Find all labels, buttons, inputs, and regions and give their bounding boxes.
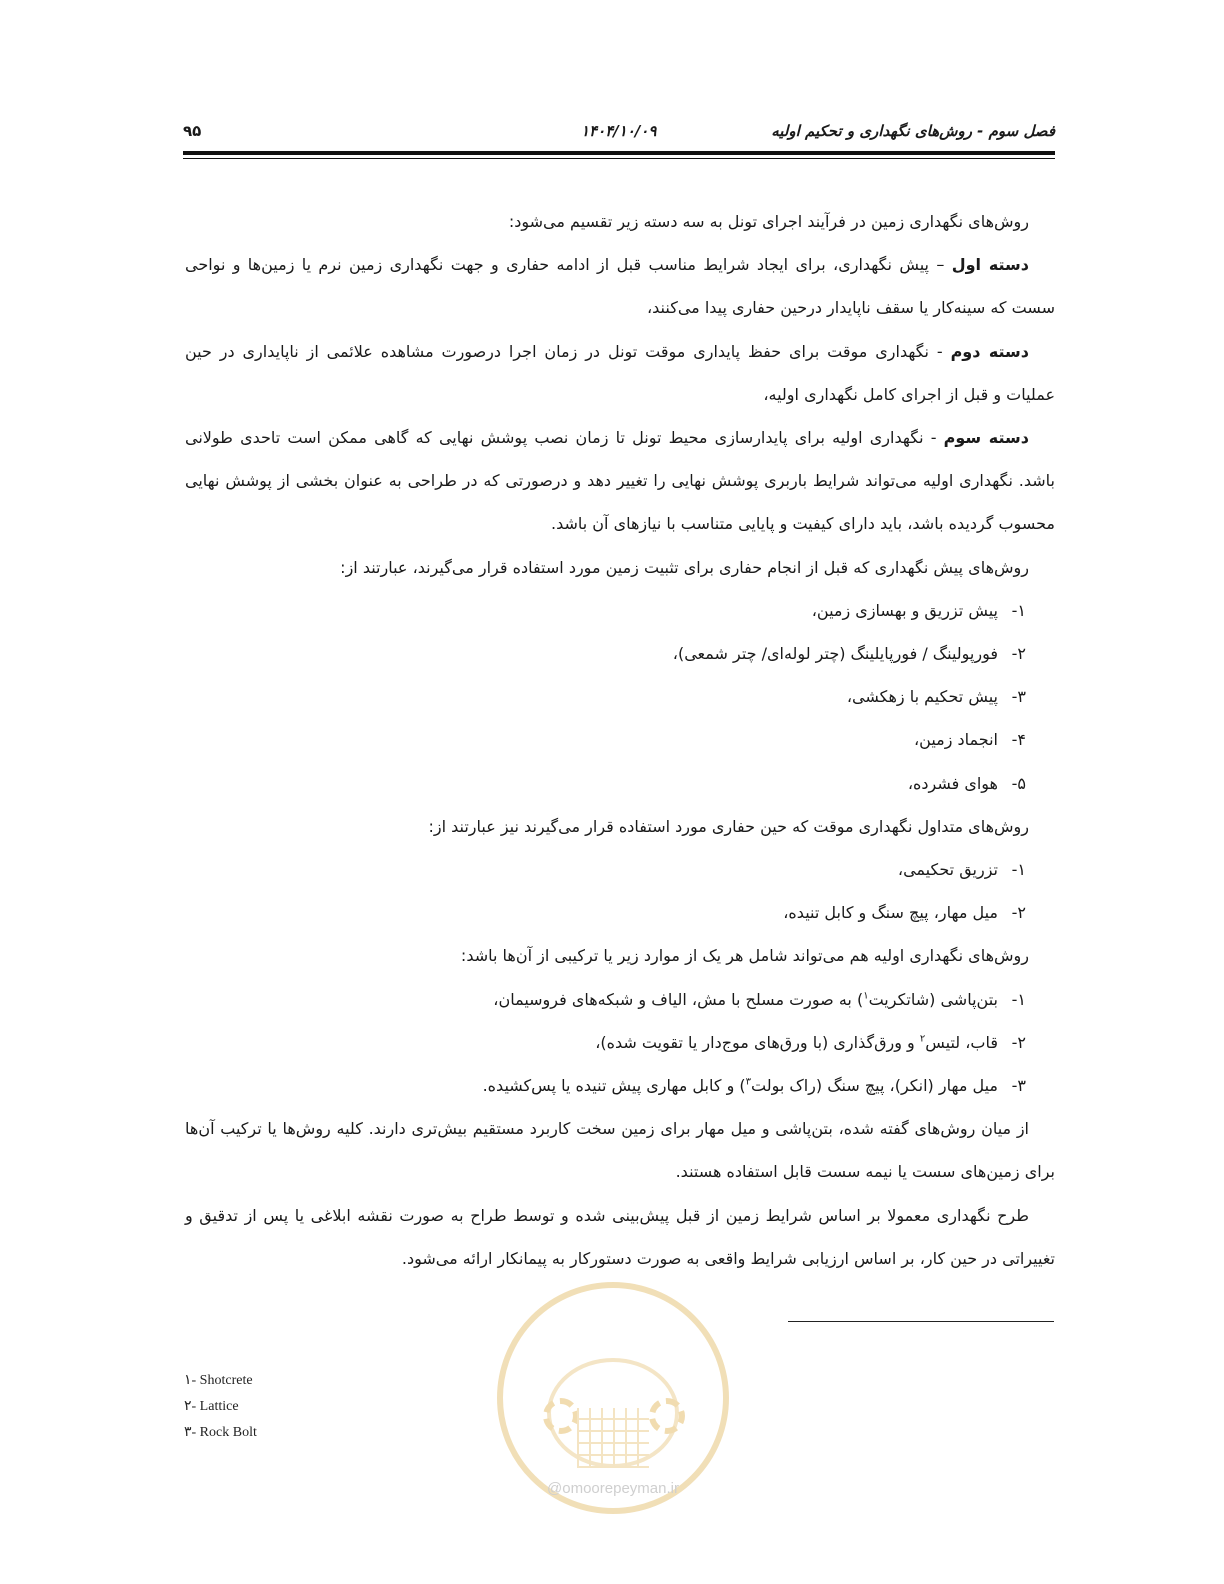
list-item <box>185 848 1055 891</box>
list-text: و ورق‌گذاری (با ورق‌های موج‌دار یا تقویت شده)، <box>595 1032 920 1052</box>
footnote-ref: ۱ <box>863 990 869 1002</box>
list-number: ۲- <box>1011 644 1026 664</box>
list-number: ۲- <box>1011 1032 1026 1052</box>
gear-icon <box>649 1398 685 1434</box>
main-text <box>185 200 1055 1290</box>
list-text: هوای فشرده، <box>907 773 998 793</box>
footnote: ۲- Lattice <box>184 1399 239 1414</box>
list-text: میل مهار، پیچ سنگ و کابل تنیده، <box>783 903 998 923</box>
category1-paragraph <box>185 243 1055 329</box>
list-text: قاب، لتیس <box>925 1032 998 1052</box>
list-number: ۱- <box>1011 600 1026 620</box>
header-date: ۱۴۰۴/۱۰/۰۹ <box>581 122 657 140</box>
primary-support-intro: روش‌های نگهداری اولیه هم می‌تواند شامل هر یک از موارد زیر یا ترکیبی از آن‌ها باشد: <box>460 946 1029 966</box>
category3-title: دسته سوم <box>943 428 1029 448</box>
list-text: پیش تحکیم با زهکشی، <box>846 687 998 707</box>
chapter-title: فصل سوم - روش‌های نگهداری و تحکیم اولیه <box>771 122 1055 140</box>
category1-title: دسته اول <box>951 255 1030 275</box>
design-paragraph: طرح نگهداری معمولا بر اساس شرایط زمین از قبل پیش‌بینی شده و توسط طراح به صورت نقشه ابلاغی یا پس از تدقیق و تغییراتی در حین کار، بر اساس ارزیابی شرایط واقعی به صورت دستورکار به پیمانکار ارائه می‌شود. <box>185 1205 1055 1268</box>
list-text: تزریق تحکیمی، <box>897 860 998 880</box>
list-number: ۴- <box>1011 730 1026 750</box>
list-item <box>185 891 1055 934</box>
list-number: ۳- <box>1011 687 1026 707</box>
list-text: پیش تزریق و بهسازی زمین، <box>811 600 998 620</box>
footnotes <box>184 1368 484 1446</box>
footnote: ۳- Rock Bolt <box>184 1425 257 1440</box>
gear-icon <box>543 1398 579 1434</box>
pre-support-intro: روش‌های پیش نگهداری که قبل از انجام حفاری برای تثبیت زمین مورد استفاده قرار می‌گیرند، عبارتند از: <box>340 557 1029 577</box>
temp-support-intro: روش‌های متداول نگهداری موقت که حین حفاری مورد استفاده قرار می‌گیرند نیز عبارتند از: <box>428 816 1029 836</box>
footnote: ۱- Shotcrete <box>184 1373 253 1388</box>
list-number: ۱- <box>1011 860 1026 880</box>
category2-paragraph <box>185 330 1055 416</box>
list-text: ) و کابل مهاری پیش تنیده یا پس‌کشیده. <box>482 1076 746 1096</box>
list-item <box>185 718 1055 761</box>
footnote-ref: ۲ <box>919 1033 926 1045</box>
footnote-divider <box>788 1321 1054 1322</box>
footnote-ref: ۳ <box>745 1076 751 1088</box>
list-text: بتن‌پاشی (شاتکریت <box>868 989 998 1009</box>
page-number: ۹۵ <box>183 122 202 140</box>
category3-paragraph <box>185 416 1055 546</box>
category2-text: - نگهداری موقت برای حفظ پایداری موقت تونل در زمان اجرا درصورت مشاهده علائمی از ناپایداری در حین عملیات و قبل از اجرای کامل نگهداری اولیه، <box>185 341 1055 404</box>
watermark-site: @omoorepeyman.ir <box>547 1480 679 1497</box>
methods-paragraph: از میان روش‌های گفته شده، بتن‌پاشی و میل مهار برای زمین سخت کاربرد مستقیم بیش‌تری دارند. کلیه روش‌ها یا ترکیب آن‌ها برای زمین‌های سست یا نیمه سست قابل استفاده هستند. <box>185 1119 1055 1182</box>
list-text: ) به صورت مسلح با مش، الیاف و شبکه‌های فروسیمان، <box>493 989 864 1009</box>
header-rule-thick <box>183 151 1055 155</box>
list-item <box>185 1064 1055 1107</box>
category2-title: دسته دوم <box>950 341 1029 361</box>
category3-text: - نگهداری اولیه برای پایدارسازی محیط تونل تا زمان نصب پوشش نهایی که گاهی ممکن است تاحدی طولانی باشد. نگهداری اولیه می‌تواند شرایط باربری پوشش نهایی را تغییر دهد و درصورتی که در طراحی به عنوان بخشی از پوشش نهایی محسوب گردیده باشد، باید دارای کیفیت و پایایی متناسب با نیازهای آن باشد. <box>185 428 1055 534</box>
category1-text: – پیش نگهداری، برای ایجاد شرایط مناسب قبل از ادامه حفاری و جهت نگهداری زمین نرم یا زمین‌ها و نواحی سست که سینه‌کار یا سقف ناپایدار درحین حفاری پیدا می‌کنند، <box>185 255 1055 318</box>
list-number: ۵- <box>1011 773 1026 793</box>
list-text: انجماد زمین، <box>913 730 998 750</box>
list-number: ۱- <box>1011 989 1026 1009</box>
list-item <box>185 675 1055 718</box>
list-item <box>185 632 1055 675</box>
list-text: فورپولینگ / فورپایلینگ (چتر لوله‌ای/ چتر شمعی)، <box>672 644 998 664</box>
intro-paragraph: روش‌های نگهداری زمین در فرآیند اجرای تونل به سه دسته زیر تقسیم می‌شود: <box>508 212 1029 231</box>
list-number: ۳- <box>1011 1076 1026 1096</box>
header-rule-thin <box>183 158 1055 159</box>
list-number: ۲- <box>1011 903 1026 923</box>
list-item <box>185 1021 1055 1064</box>
watermark-grid <box>577 1408 649 1468</box>
page-header <box>183 116 1055 148</box>
list-text: میل مهار (انکر)، پیچ سنگ (راک بولت <box>751 1076 998 1096</box>
list-item <box>185 762 1055 805</box>
list-item <box>185 978 1055 1021</box>
list-item <box>185 589 1055 632</box>
